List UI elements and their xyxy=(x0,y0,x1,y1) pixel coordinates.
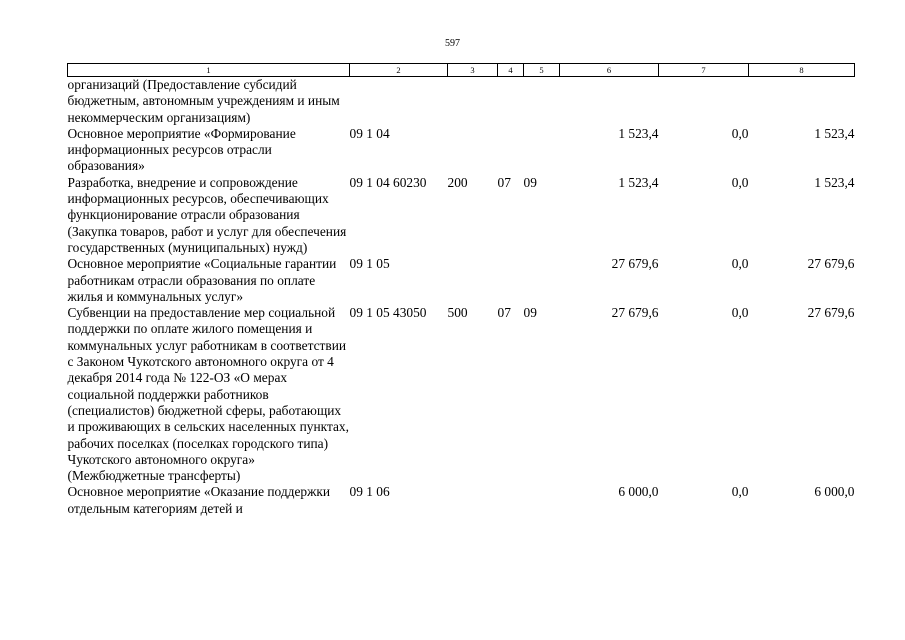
row-code: 09 1 05 xyxy=(349,256,390,272)
row-col6: 27 679,6 xyxy=(611,305,659,321)
row-col8: 27 679,6 xyxy=(807,256,855,272)
row-col7: 0,0 xyxy=(731,125,749,141)
row-vr xyxy=(448,256,498,305)
row-col6: 6 000,0 xyxy=(618,484,659,500)
row-name: организаций (Предоставление субсидий бюджетным, автономным учреждениям и иным некоммерческим организациям) xyxy=(67,77,340,125)
row-col7: 0,0 xyxy=(731,174,749,190)
row-vr: 200 xyxy=(447,174,468,190)
row-rz xyxy=(498,484,524,517)
row-col8: 1 523,4 xyxy=(814,174,855,190)
row-col8: 6 000,0 xyxy=(814,484,855,500)
row-col6 xyxy=(560,77,659,126)
row-name: Субвенции на предоставление мер социальной поддержки по оплате жилого помещения и коммунальных услуг работникам в соответствии с Законом Чукотского автономного округа от 4 декабря 2014 года № 122-ОЗ «О мерах социальной поддержки работников (специалистов) бюджетной сферы, работающих и проживающих в сельских населенных пунктах, рабочих поселках (поселках городского типа) Чукотского автономного округа» (Межбюджетные трансферты) xyxy=(67,305,349,484)
row-code: 09 1 05 43050 xyxy=(349,305,427,321)
row-col7: 0,0 xyxy=(731,305,749,321)
column-header-3: 3 xyxy=(448,64,498,77)
row-name: Основное мероприятие «Оказание поддержки отдельным категориям детей и xyxy=(67,484,331,516)
row-col7: 0,0 xyxy=(731,256,749,272)
table-row xyxy=(68,305,855,484)
row-rz xyxy=(498,256,524,305)
row-rz: 07 xyxy=(497,174,511,190)
row-pr: 09 xyxy=(523,305,537,321)
row-pr xyxy=(524,77,560,126)
row-col6: 27 679,6 xyxy=(611,256,659,272)
row-pr: 09 xyxy=(523,174,537,190)
row-vr xyxy=(448,77,498,126)
column-header-5: 5 xyxy=(524,64,560,77)
row-pr xyxy=(524,256,560,305)
row-col7 xyxy=(659,77,749,126)
row-rz: 07 xyxy=(497,305,511,321)
row-name: Основное мероприятие «Социальные гарантии работникам отрасли образования по оплате жилья и коммунальных услуг» xyxy=(67,256,337,304)
table-row xyxy=(68,126,855,175)
row-vr xyxy=(448,126,498,175)
table-row xyxy=(68,484,855,517)
column-header-8: 8 xyxy=(749,64,855,77)
row-col6: 1 523,4 xyxy=(618,125,659,141)
row-pr xyxy=(524,484,560,517)
row-col6: 1 523,4 xyxy=(618,174,659,190)
budget-table xyxy=(67,63,855,517)
page-number: 597 xyxy=(445,38,460,49)
row-code: 09 1 04 60230 xyxy=(349,174,427,190)
column-header-1: 1 xyxy=(68,64,350,77)
row-col8 xyxy=(749,77,855,126)
row-col8: 27 679,6 xyxy=(807,305,855,321)
row-col7: 0,0 xyxy=(731,484,749,500)
row-code: 09 1 04 xyxy=(349,125,390,141)
column-header-7: 7 xyxy=(659,64,749,77)
table-row xyxy=(68,256,855,305)
row-vr xyxy=(448,484,498,517)
row-col8: 1 523,4 xyxy=(814,125,855,141)
column-header-2: 2 xyxy=(350,64,448,77)
header-row xyxy=(68,64,855,77)
row-name: Основное мероприятие «Формирование информационных ресурсов отрасли образования» xyxy=(67,125,296,174)
row-name: Разработка, внедрение и сопровождение информационных ресурсов, обеспечивающих функционирование отрасли образования (Закупка товаров, работ и услуг для обеспечения государственных (муниципальных) нужд) xyxy=(67,174,347,255)
row-rz xyxy=(498,77,524,126)
column-header-6: 6 xyxy=(560,64,659,77)
row-code: 09 1 06 xyxy=(349,484,390,500)
row-rz xyxy=(498,126,524,175)
table-row xyxy=(68,175,855,256)
row-code xyxy=(350,77,448,126)
table-row xyxy=(68,77,855,126)
row-pr xyxy=(524,126,560,175)
row-vr: 500 xyxy=(447,305,468,321)
column-header-4: 4 xyxy=(498,64,524,77)
